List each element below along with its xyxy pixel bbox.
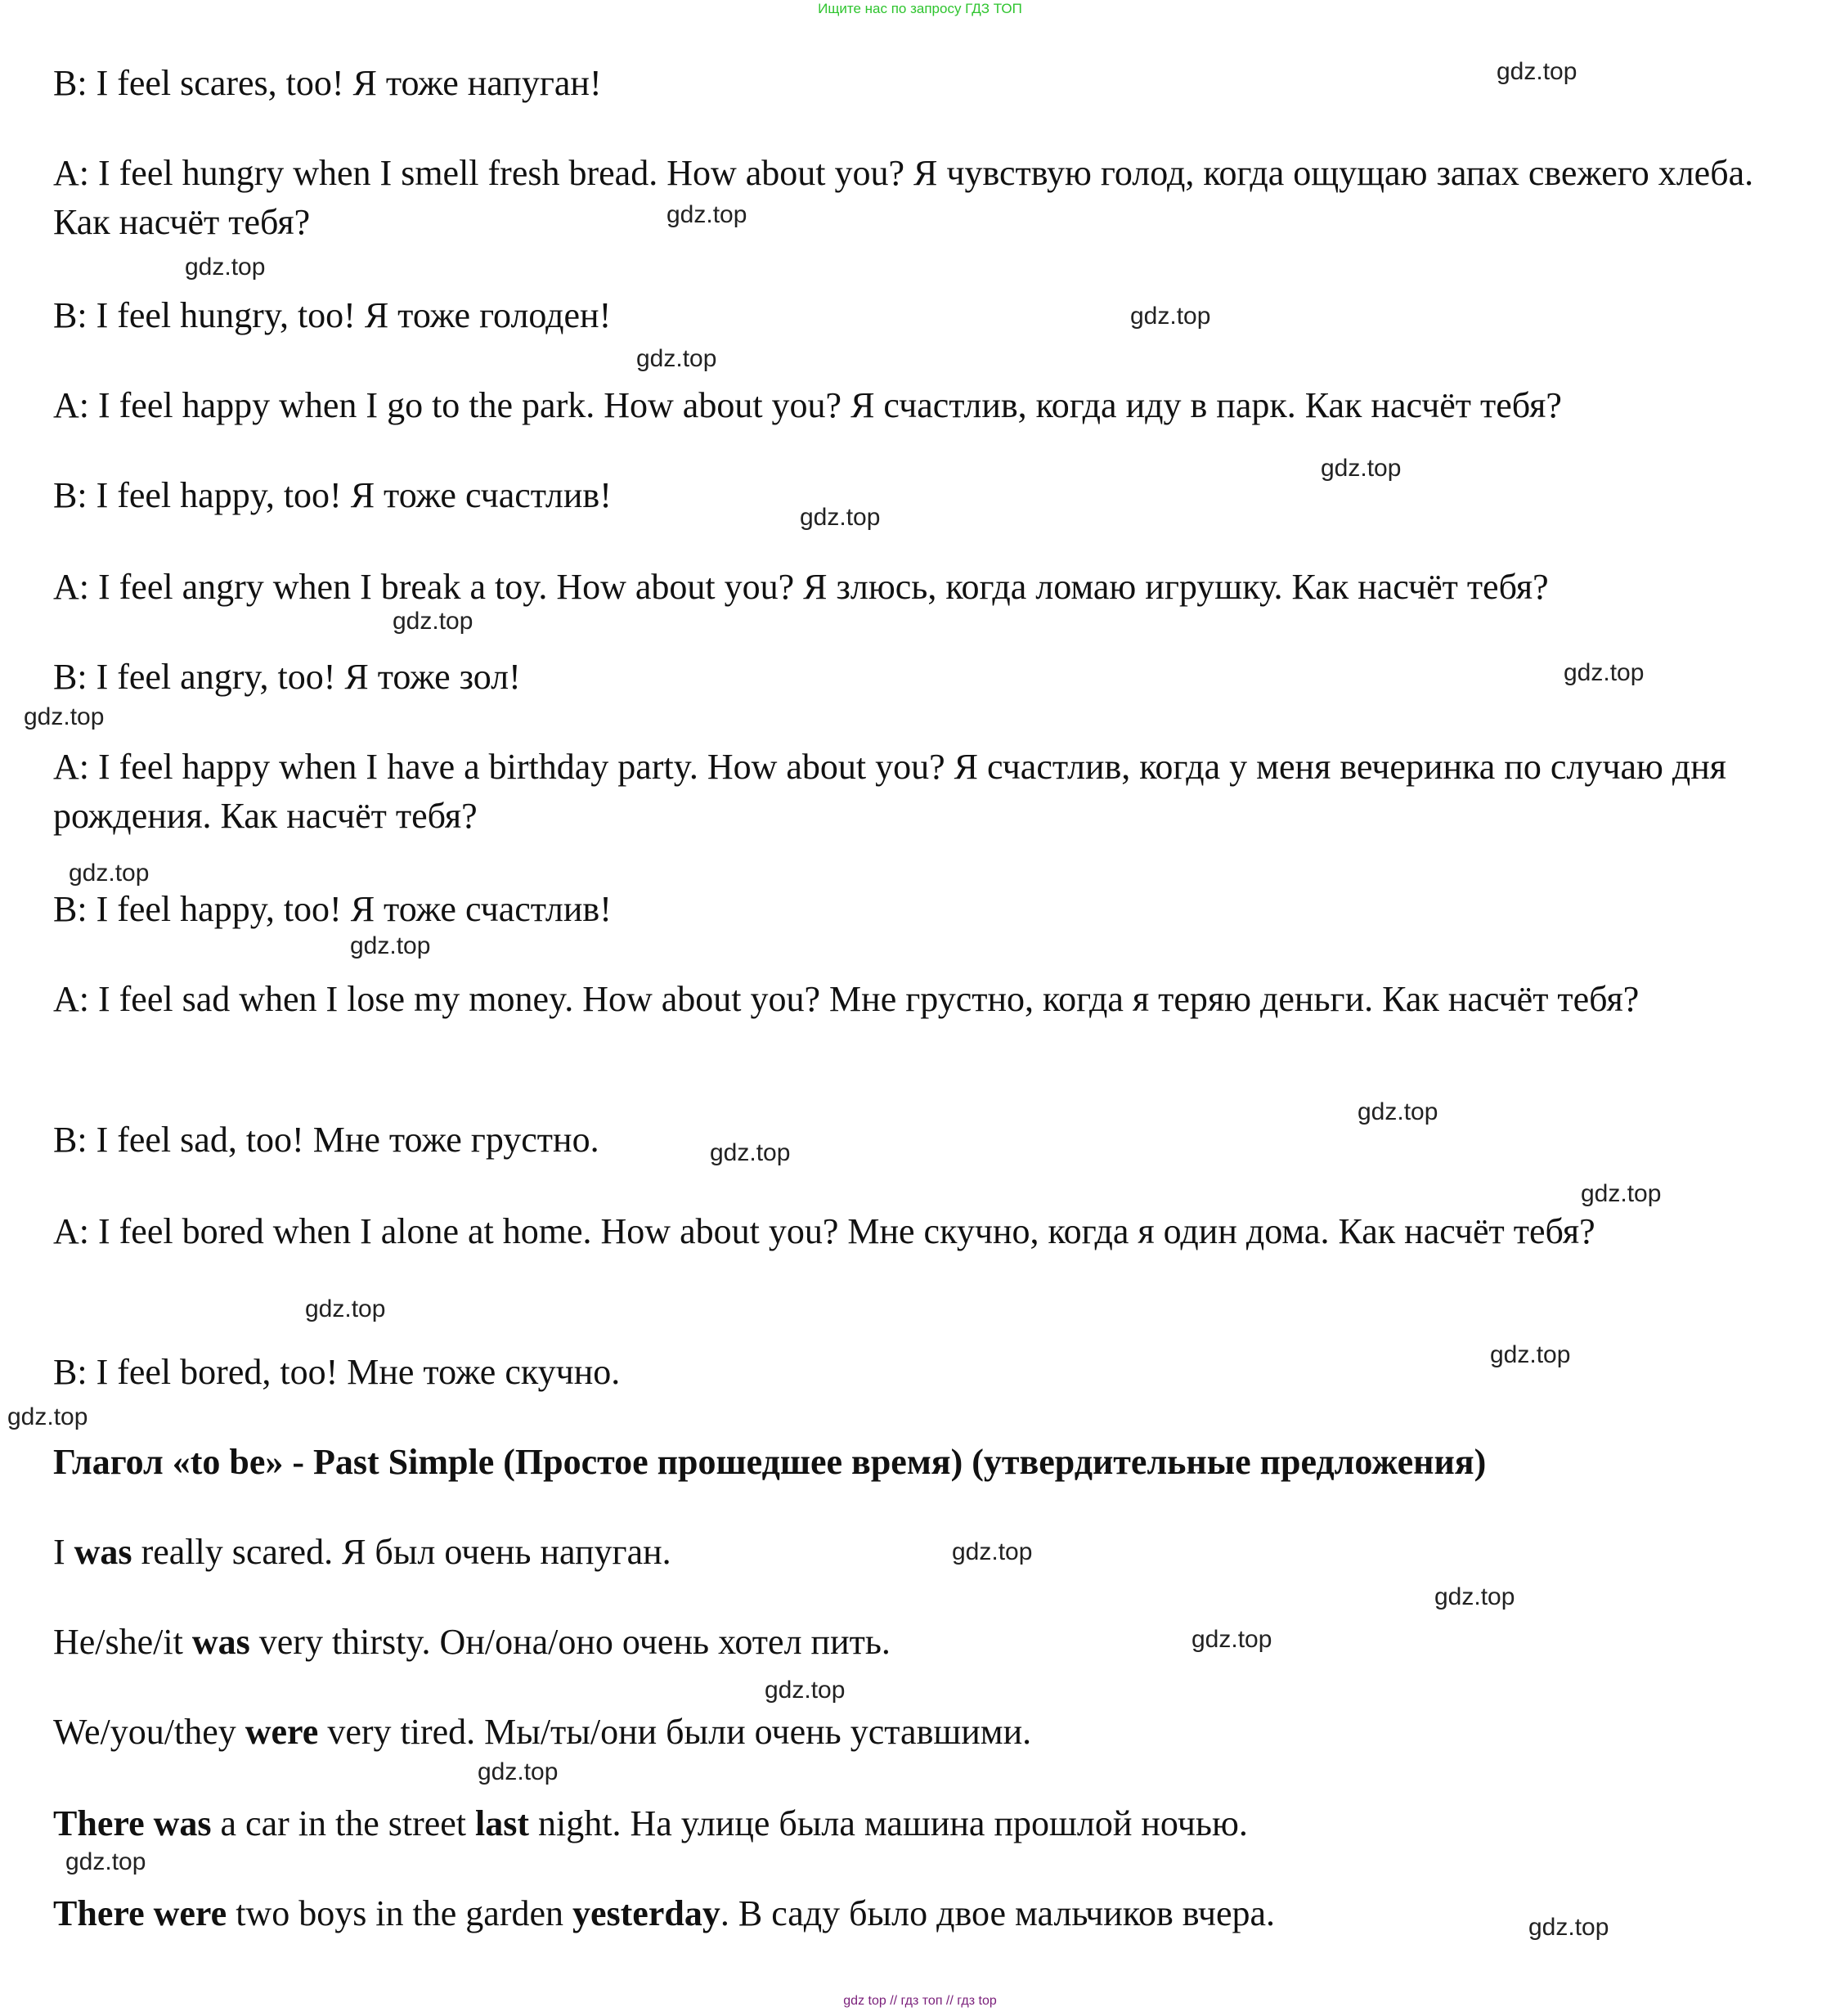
watermark: gdz.top (1564, 659, 1645, 686)
bold-segment: was (191, 1622, 250, 1662)
dialogue-line: B: I feel hungry, too! Я тоже голоден! (53, 295, 612, 335)
text-segment: really scared. Я был очень напуган. (132, 1532, 671, 1572)
grammar-example (53, 1618, 1795, 1667)
watermark: gdz.top (69, 860, 150, 887)
dialogue-line: B: I feel sad, too! Мне тоже грустно. (53, 1120, 599, 1160)
dialogue-line: B: I feel scares, too! Я тоже напуган! (53, 63, 602, 103)
grammar-example (53, 1528, 1795, 1577)
watermark: gdz.top (765, 1677, 846, 1704)
footer: gdz top // гдз топ // гдз top (843, 1994, 997, 2008)
watermark: gdz.top (478, 1758, 559, 1785)
text-segment: a car in the street (211, 1803, 476, 1843)
text-segment: two boys in the garden (227, 1893, 572, 1933)
watermark: gdz.top (1434, 1583, 1515, 1610)
watermark: gdz.top (305, 1295, 386, 1322)
grammar-example (53, 1799, 1795, 1848)
text-segment: very thirsty. Он/она/оно очень хотел пить. (249, 1622, 891, 1662)
dialogue-line: B: I feel happy, too! Я тоже счастлив! (53, 889, 612, 929)
text-segment: very tired. Мы/ты/они были очень уставшими. (318, 1712, 1032, 1752)
watermark: gdz.top (65, 1848, 146, 1875)
text-segment: We/you/they (53, 1712, 245, 1752)
top-banner: Ищите нас по запросу ГДЗ ТОП (818, 1, 1022, 16)
dialogue-line: A: I feel bored when I alone at home. How about you? Мне скучно, когда я один дома. Как насчёт тебя? (53, 1211, 1595, 1251)
text-segment: He/she/it (53, 1622, 192, 1662)
text-segment: night. На улице была машина прошлой ночью. (529, 1803, 1248, 1843)
dialogue-line: A: I feel sad when I lose my money. How about you? Мне грустно, когда я теряю деньги. Как насчёт тебя? (53, 979, 1640, 1019)
watermark: gdz.top (24, 703, 105, 730)
watermark: gdz.top (800, 504, 881, 531)
dialogue-line: A: I feel angry when I break a toy. How about you? Я злюсь, когда ломаю игрушку. Как насчёт тебя? (53, 567, 1549, 607)
watermark: gdz.top (1581, 1180, 1662, 1207)
bold-segment: was (74, 1532, 132, 1572)
dialogue-line: A: I feel hungry when I smell fresh bread. How about you? Я чувствую голод, когда ощущаю запах свежего хлеба. Как насчёт тебя? (53, 153, 1754, 242)
bold-segment: There was (53, 1803, 212, 1843)
watermark: gdz.top (1130, 303, 1211, 330)
text-segment: . В саду было двое мальчиков вчера. (720, 1893, 1276, 1933)
grammar-example (53, 1708, 1795, 1757)
watermark: gdz.top (1321, 455, 1402, 482)
watermark: gdz.top (393, 608, 473, 635)
bold-segment: There were (53, 1893, 227, 1933)
watermark: gdz.top (7, 1403, 88, 1430)
grammar-heading: Глагол «to be» - Past Simple (Простое прошедшее время) (утвердительные предложения) (53, 1442, 1487, 1482)
watermark: gdz.top (1490, 1341, 1571, 1368)
dialogue-line: B: I feel angry, too! Я тоже зол! (53, 657, 521, 697)
watermark: gdz.top (952, 1538, 1033, 1565)
watermark: gdz.top (1358, 1098, 1438, 1125)
bold-segment: were (245, 1712, 319, 1752)
dialogue-line: A: I feel happy when I go to the park. How about you? Я счастлив, когда иду в парк. Как насчёт тебя? (53, 385, 1562, 425)
watermark: gdz.top (1497, 58, 1577, 85)
dialogue-line: B: I feel happy, too! Я тоже счастлив! (53, 475, 612, 515)
watermark: gdz.top (350, 932, 431, 959)
watermark: gdz.top (666, 201, 747, 228)
bold-segment: last (475, 1803, 530, 1843)
watermark: gdz.top (710, 1139, 791, 1166)
watermark: gdz.top (1192, 1626, 1272, 1653)
text-segment: I (53, 1532, 74, 1572)
watermark: gdz.top (1528, 1914, 1609, 1941)
bold-segment: yesterday (572, 1893, 720, 1933)
dialogue-line: A: I feel happy when I have a birthday party. How about you? Я счастлив, когда у меня вечеринка по случаю дня рождения. Как насчёт тебя? (53, 747, 1727, 836)
dialogue-line: B: I feel bored, too! Мне тоже скучно. (53, 1352, 621, 1392)
watermark: gdz.top (185, 254, 266, 281)
watermark: gdz.top (636, 345, 717, 372)
